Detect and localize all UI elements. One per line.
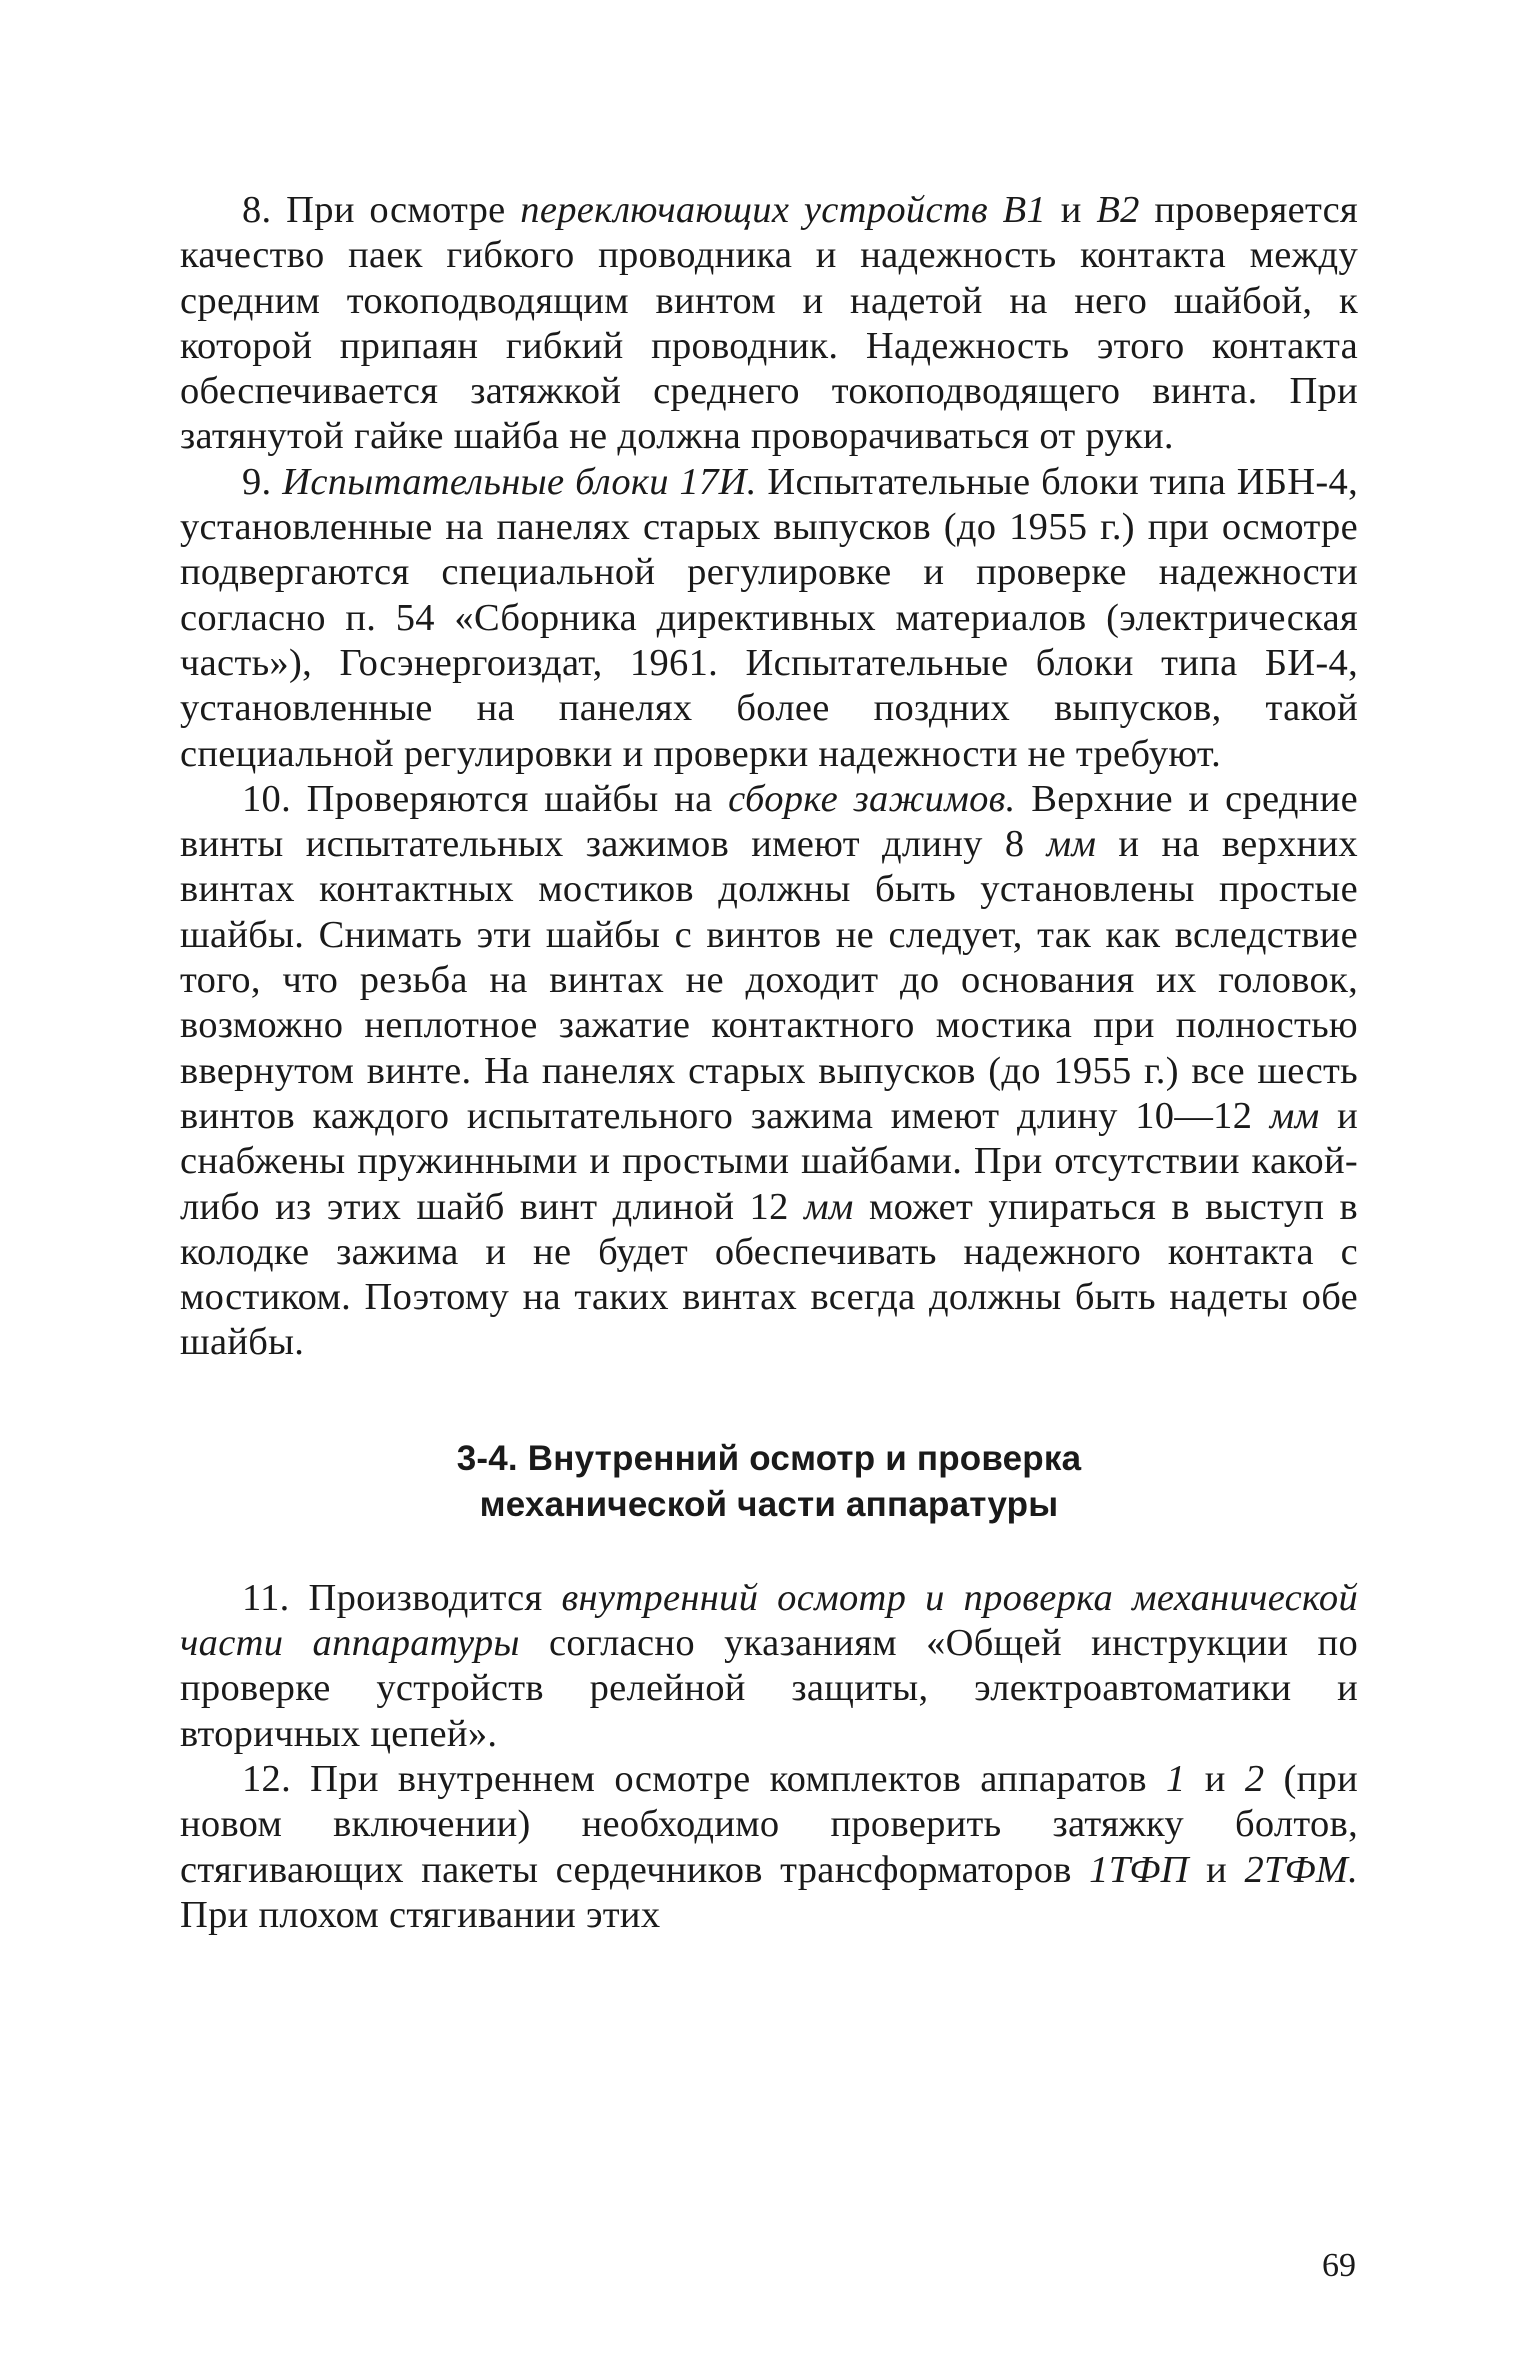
text-run: Верхние и средние винты испытательных зажимов имеют длину 8: [180, 777, 1358, 866]
text-run: 9.: [242, 460, 283, 503]
paragraph-12: [180, 1757, 1358, 1938]
italic-text-run: переключающих устройств В1: [520, 189, 1047, 231]
italic-text-run: 1ТФП: [1089, 1848, 1189, 1891]
text-run: Испытательные блоки типа ИБН-4, установленные на панелях старых выпусков (до 1955 г.) при осмотре подвергаются специальной регулировке и проверке надежности согласно п. 54 «Сборника директивных материалов (электрическая часть»), Госэнергоиздат, 1961. Испытательные блоки типа БИ-4, установленные на панелях более поздних выпусков, такой специальной регулировки и проверки надежности не требуют.: [180, 460, 1359, 775]
italic-text-run: сборке зажимов.: [728, 777, 1016, 820]
text-run: и на верхних винтах контактных мостиков должны быть установлены простые шайбы. Снимать эти шайбы с винтов не следует, так как вследствие того, что резьба на винтах не доходит до основания их головок, возможно неплотное зажатие контактного мостика при полностью ввернутом винте. На панелях старых выпусков (до 1955 г.) все шесть винтов каждого испытательного зажима имеют длину 10—12: [180, 823, 1358, 1137]
paragraphs-after-heading: [180, 1576, 1358, 1938]
italic-text-run: 2: [1244, 1757, 1265, 1800]
text-run: и: [1185, 1757, 1245, 1800]
italic-text-run: 2ТФМ.: [1244, 1848, 1358, 1891]
text-run: и: [1046, 189, 1097, 231]
page-number: 69: [1322, 2247, 1356, 2284]
italic-text-run: 1: [1166, 1757, 1186, 1800]
section-heading-line-1: 3-4. Внутренний осмотр и проверка: [456, 1438, 1082, 1478]
text-run: и снабжены пружинными и простыми шайбами. При отсутствии какой-либо из этих шайб винт длиной 12: [180, 1094, 1358, 1228]
section-heading-line-2: механической части аппаратуры: [479, 1484, 1059, 1524]
paragraph-8: [180, 188, 1358, 460]
italic-text-run: мм: [1269, 1094, 1320, 1137]
text-run: проверяется качество паек гибкого проводника и надежность контакта между средним токоподводящим винтом и надетой на него шайбой, к которой припаян гибкий проводник. Надежность этого контакта обеспечивается затяжкой среднего токоподводящего винта. При затянутой гайке шайба не должна проворачиваться от руки.: [180, 189, 1358, 458]
paragraph-10: [180, 777, 1358, 1366]
text-run: и: [1188, 1848, 1245, 1891]
text-run: При плохом стягивании этих: [180, 1893, 661, 1936]
text-run: (при новом включении) необходимо проверить затяжку болтов, стягивающих пакеты сердечников трансформаторов: [180, 1757, 1358, 1891]
italic-text-run: Испытательные блоки 17И.: [282, 460, 757, 503]
page-body: [180, 188, 1358, 1938]
section-heading: [180, 1436, 1358, 1528]
italic-text-run: мм: [803, 1185, 854, 1228]
text-run: 8. При осмотре: [242, 189, 521, 231]
italic-text-run: В2: [1096, 189, 1140, 231]
text-run: может упираться в выступ в колодке зажима и не будет обеспечивать надежного контакта с мостиком. Поэтому на таких винтах всегда должны быть надеты обе шайбы.: [180, 1185, 1358, 1364]
text-run: 11. Производится: [242, 1576, 562, 1619]
italic-text-run: мм: [1046, 823, 1097, 866]
text-run: 10. Проверяются шайбы на: [242, 777, 729, 820]
text-run: 12. При внутреннем осмотре комплектов аппаратов: [242, 1757, 1167, 1800]
paragraph-9: [180, 460, 1358, 777]
text-run: согласно указаниям «Общей инструкции по проверке устройств релейной защиты, электроавтоматики и вторичных цепей».: [180, 1622, 1358, 1755]
italic-text-run: внутренний осмотр и проверка механической части аппаратуры: [180, 1576, 1358, 1665]
paragraph-11: [180, 1576, 1358, 1757]
paragraphs-before-heading: [180, 188, 1358, 1366]
